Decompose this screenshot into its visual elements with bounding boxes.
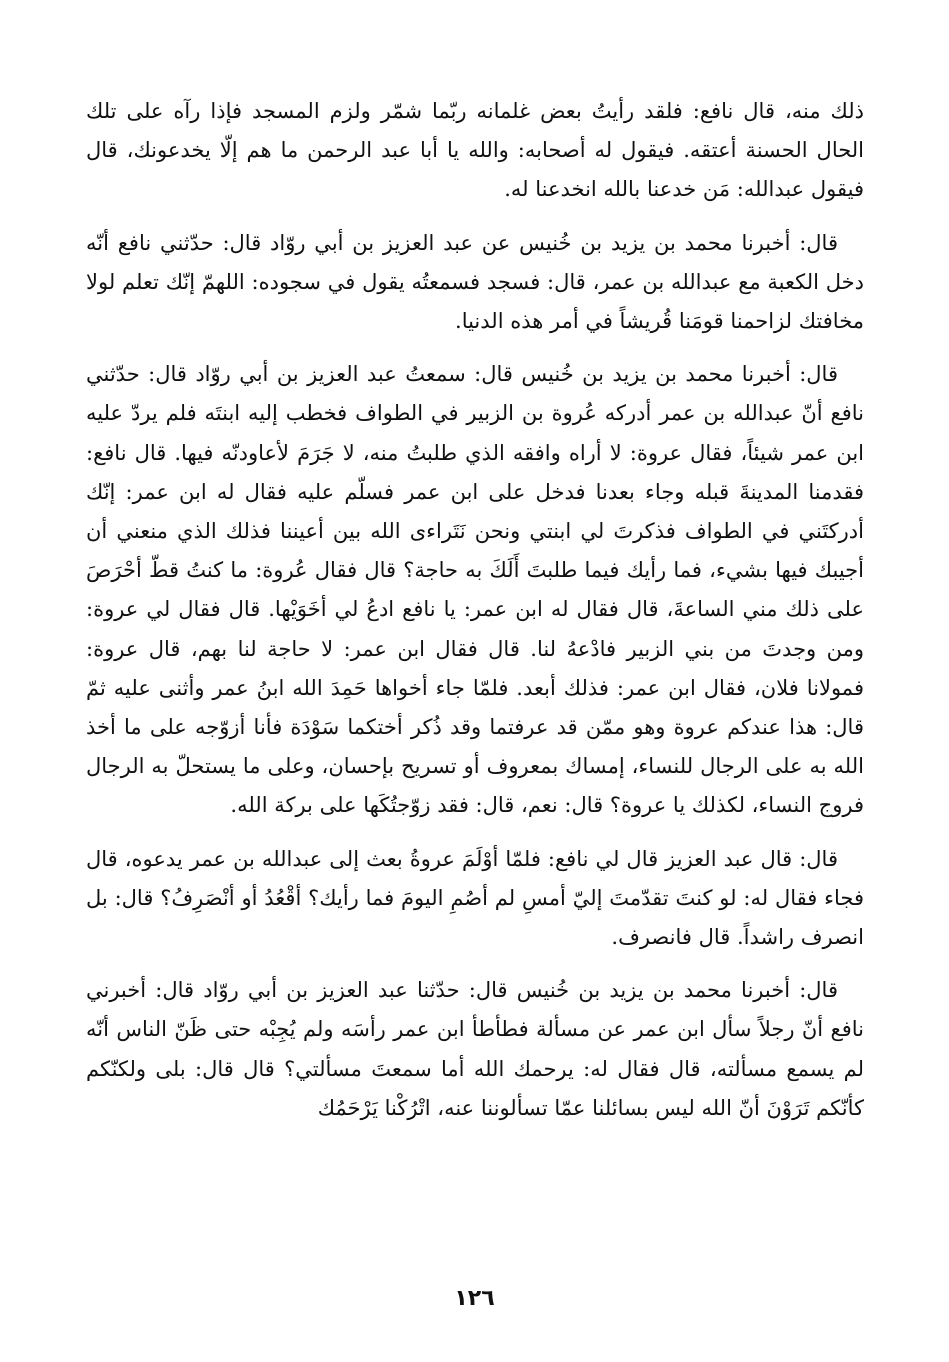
paragraph-4: قال: قال عبد العزيز قال لي نافع: فلمّا أوْلَمَ عروةُ بعث إلى عبدالله بن عمر يدعوه، قال فجاء فقال له: لو كنتَ تقدّمتَ إليّ أمسِ لم أصُمِ اليومَ فما رأيك؟ أقْعُدُ أو أنْصَرِفُ؟ قال: بل انصرف راشداً. قال فانصرف. <box>86 846 864 950</box>
paragraph-3: قال: أخبرنا محمد بن يزيد بن خُنيس قال: سمعتُ عبد العزيز بن أبي روّاد قال: حدّثني نافع أنّ عبدالله بن عمر أدركه عُروة بن الزبير في الطواف فخطب إليه ابنتَه فلم يردّ عليه ابن عمر شيئاً، فقال عروة: لا أراه وافقه الذي طلبتُ منه، لا جَرَمَ لأعاودنّه فيها. قال نافع: فقدمنا المدينةَ قبله وجاء بعدنا فدخل على ابن عمر فسلّم عليه فقال له ابن عمر: إنّك أدركتَني في الطواف فذكرتَ لي ابنتي ونحن نَتَراءى الله بين أعيننا فذلك الذي منعني أن أجيبك فيها بشيء، فما رأيك فيما طلبتَ أَلَكَ به حاجة؟ قال فقال عُروة: ما كنتُ قطّ أحْرَصَ على ذلك مني الساعةَ، قال فقال له ابن عمر: يا نافع ادعُ لي أخَوَيْها. قال فقال لي عروة: ومن وجدتَ من بني الزبير فادْعهُ لنا. قال فقال ابن عمر: لا حاجة لنا بهم، قال عروة: فمولانا فلان، فقال ابن عمر: فذلك أبعد. فلمّا جاء أخواها حَمِدَ الله ابنُ عمر وأثنى عليه ثمّ قال: هذا عندكم عروة وهو ممّن قد عرفتما وقد ذُكر أختكما سَوْدَة فأنا أزوّجه على ما أخذ الله به على الرجال للنساء، إمساك بمعروف أو تسريح بإحسان، وعلى ما يستحلّ به الرجال فروج النساء، لكذلك يا عروة؟ قال: نعم، قال: فقد زوّجتُكَها على بركة الله. <box>86 362 864 818</box>
paragraph-2: قال: أخبرنا محمد بن يزيد بن خُنيس عن عبد العزيز بن أبي روّاد قال: حدّثني نافع أنّه دخل الكعبة مع عبدالله بن عمر، قال: فسجد فسمعتُه يقول في سجوده: اللهمّ إنّك تعلم لولا مخافتك لزاحمنا قومَنا قُريشاً في أمر هذه الدنيا. <box>86 230 864 334</box>
paragraph-5: قال: أخبرنا محمد بن يزيد بن خُنيس قال: حدّثنا عبد العزيز بن أبي روّاد قال: أخبرني نافع أنّ رجلاً سأل ابن عمر عن مسألة فطأطأ ابن عمر رأسَه ولم يُجِبْه حتى ظَنّ الناس أنّه لم يسمع مسألته، قال فقال له: يرحمك الله أما سمعتَ مسألتي؟ قال قال: بلى ولكنّكم كأنّكم تَرَوْنَ أنّ الله ليس بسائلنا عمّا تسألوننا عنه، اتْرُكْنا يَرْحَمُك <box>86 978 864 1120</box>
paragraph-1: ذلك منه، قال نافع: فلقد رأيتُ بعض غلمانه ربّما شمّر ولزم المسجد فإذا رآه على تلك الحال الحسنة أعتقه. فيقول له أصحابه: والله يا أبا عبد الرحمن ما هم إلّا يخدعونك، قال فيقول عبدالله: مَن خدعنا بالله انخدعنا له. <box>86 99 864 202</box>
page-body <box>86 92 864 1142</box>
page-number: ١٢٦ <box>454 1286 495 1311</box>
